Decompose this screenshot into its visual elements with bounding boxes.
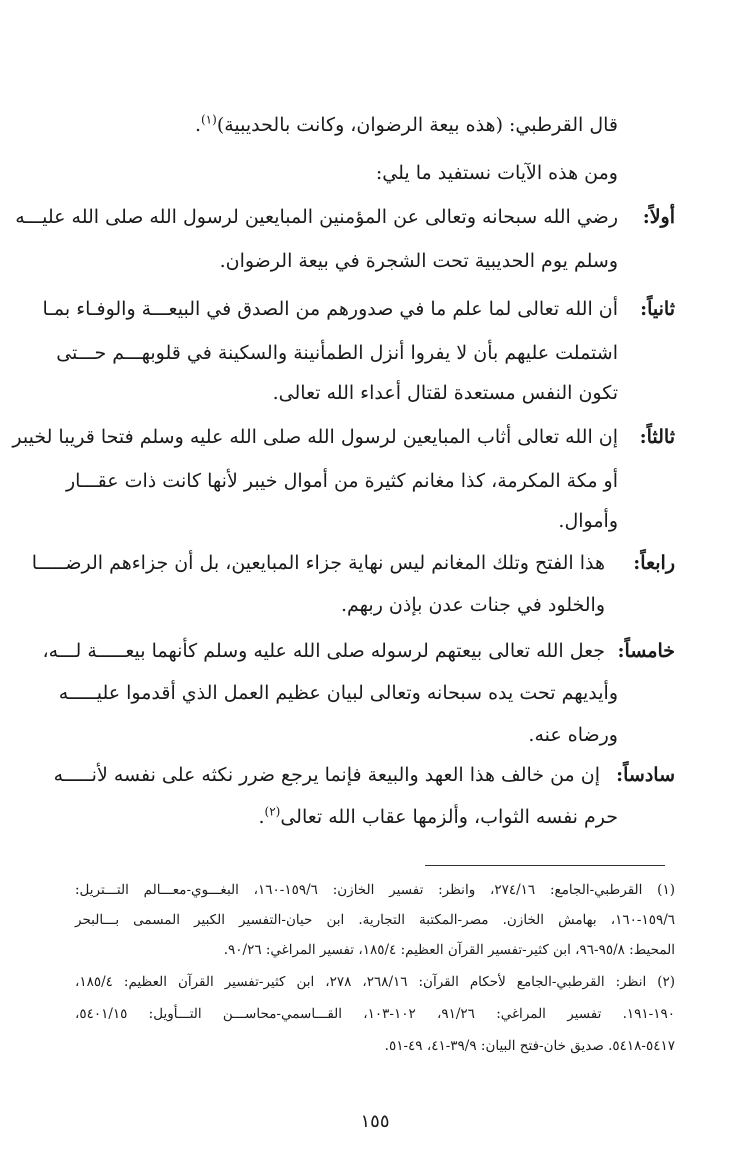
intro-quote-end: .: [194, 114, 201, 136]
footnote-separator: [425, 865, 665, 866]
footnote-ref-2[interactable]: (٢): [264, 804, 281, 819]
point-3-line-3: وأموال.: [558, 510, 618, 532]
point-3-line-1: إن الله تعالى أثاب المبايعين لرسول الله صلى الله عليه وسلم فتحا قريبا لخيبر: [12, 426, 618, 448]
footnote-2-line-3: ٥٤١٧-٥٤١٨. صديق خان-فتح البيان: ٣٩/٩-٤١، ٤٩-٥١.: [384, 1038, 675, 1054]
footnote-2-line-2: ١٩٠-١٩١. تفسير المراغي: ٩١/٢٦، ١٠٢-١٠٣، القـــاسمي-محاســـن التـــأويل: ٥٤٠١/١٥،: [75, 1006, 675, 1022]
point-5-label: خامساً:: [617, 640, 675, 662]
page-number: ١٥٥: [360, 1111, 390, 1132]
point-2-label: ثانياً:: [640, 298, 675, 320]
point-4-line-2: والخلود في جنات عدن بإذن ربهم.: [340, 594, 605, 616]
point-2-line-3: تكون النفس مستعدة لقتال أعداء الله تعالى.: [272, 382, 618, 404]
point-6-line-2: [258, 804, 618, 830]
point-1-label: أولاً:: [642, 206, 675, 228]
point-5-line-2: وأيديهم تحت يده سبحانه وتعالى لبيان عظيم العمل الذي أقدموا عليـــــه: [58, 682, 618, 704]
benefits-intro: ومن هذه الآيات نستفيد ما يلي:: [375, 162, 618, 184]
footnote-1-line-3: المحيط: ٩٥/٨-٩٦، ابن كثير-تفسير القرآن العظيم: ١٨٥/٤، تفسير المراغي: ٩٠/٢٦.: [223, 942, 675, 958]
point-5-line-3: ورضاه عنه.: [528, 724, 618, 746]
footnote-1-line-1: (١) القرطبي-الجامع: ٢٧٤/١٦، وانظر: تفسير الخازن: ١٥٩/٦-١٦٠، البغـــوي-معـــالم التـــتريل:: [75, 882, 675, 898]
point-1-line-2: وسلم يوم الحديبية تحت الشجرة في بيعة الرضوان.: [219, 250, 618, 272]
point-2-line-1: أن الله تعالى لما علم ما في صدورهم من الصدق في البيعـــة والوفـاء بمـا: [42, 298, 618, 320]
point-6-line-2-text: حرم نفسه الثواب، وألزمها عقاب الله تعالى: [280, 806, 618, 828]
point-4-line-1: هذا الفتح وتلك المغانم ليس نهاية جزاء المبايعين، بل أن جزاءهم الرضـــــا: [31, 552, 605, 574]
point-6-line-1: إن من خالف هذا العهد والبيعة فإنما يرجع ضرر نكثه على نفسه لأنـــــه: [53, 764, 600, 786]
point-3-label: ثالثاً:: [639, 426, 675, 448]
footnote-2-line-1: (٢) انظر: القرطبي-الجامع لأحكام القرآن: ٢٦٨/١٦، ٢٧٨، ابن كثير-تفسير القرآن العظيم: ١٨٥/٤،: [75, 974, 676, 990]
intro-quote-line: [195, 112, 618, 138]
footnote-1-line-2: ١٥٩/٦-١٦٠، بهامش الخازن. مصر-المكتبة التجارية. ابن حيان-التفسير الكبير المسمى بـــالبحر: [75, 912, 675, 928]
point-1-line-1: رضي الله سبحانه وتعالى عن المؤمنين المبايعين لرسول الله صلى الله عليـــه: [15, 206, 618, 228]
intro-quote: قال القرطبي: (هذه بيعة الرضوان، وكانت بالحديبية): [216, 114, 618, 136]
point-5-line-1: جعل الله تعالى بيعتهم لرسوله صلى الله عليه وسلم كأنهما بيعـــــة لـــه،: [42, 640, 605, 662]
footnote-ref-1[interactable]: (١): [200, 112, 217, 127]
point-6-label: سادساً:: [616, 764, 675, 786]
point-2-line-2: اشتملت عليهم بأن لا يفروا أنزل الطمأنينة والسكينة في قلوبهـــم حـــتى: [56, 342, 618, 364]
point-6-end: .: [258, 806, 265, 828]
point-4-label: رابعاً:: [633, 552, 675, 574]
point-3-line-2: أو مكة المكرمة، كذا مغانم كثيرة من أموال خيبر لأنها كانت ذات عقـــار: [65, 470, 618, 492]
